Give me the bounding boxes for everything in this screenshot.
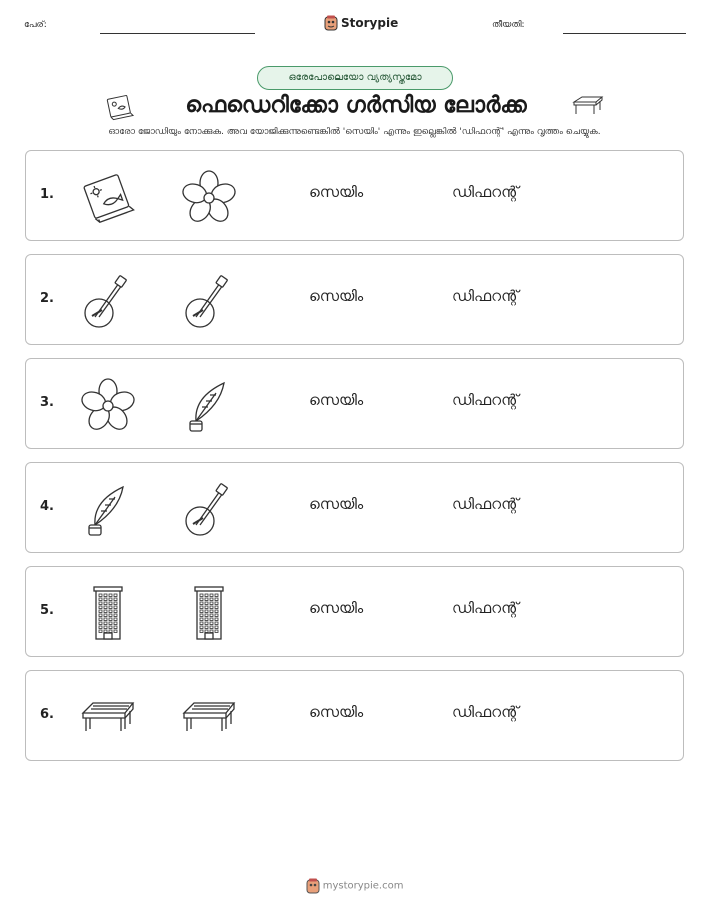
footer: [0, 878, 709, 894]
question-number: 2.: [40, 291, 54, 306]
question-row: [25, 566, 684, 657]
name-label: പേര്:: [24, 20, 47, 30]
different-option[interactable]: ഡിഫറന്റ്: [452, 703, 519, 721]
page-title: ഫെഡെറിക്കോ ഗർസിയ ലോർക്ക: [185, 93, 527, 118]
guitar-icon: [180, 273, 238, 331]
date-label: തീയതി:: [492, 20, 525, 30]
question-number: 4.: [40, 499, 54, 514]
brand-logo: [324, 15, 398, 31]
same-option[interactable]: സെയിം: [309, 183, 364, 201]
guitar-icon: [79, 273, 137, 331]
table-icon: [79, 689, 137, 747]
same-option[interactable]: സെയിം: [309, 391, 364, 409]
different-option[interactable]: ഡിഫറന്റ്: [452, 599, 519, 617]
footer-url[interactable]: mystorypie.com: [322, 880, 404, 892]
question-row: [25, 462, 684, 553]
flower-icon: [180, 169, 238, 227]
brand-name: Storypie: [341, 16, 399, 30]
table-icon: [180, 689, 238, 747]
worksheet-header: [0, 14, 709, 38]
building-icon: [79, 585, 137, 643]
flower-icon: [79, 377, 137, 435]
same-option[interactable]: സെയിം: [309, 287, 364, 305]
different-option[interactable]: ഡിഫറന്റ്: [452, 495, 519, 513]
question-number: 6.: [40, 707, 54, 722]
same-option[interactable]: സെയിം: [309, 495, 364, 513]
name-field[interactable]: [100, 33, 255, 34]
different-option[interactable]: ഡിഫറന്റ്: [452, 391, 519, 409]
storypie-mascot-icon: [306, 878, 320, 894]
question-row: [25, 254, 684, 345]
question-row: [25, 358, 684, 449]
storypie-mascot-icon: [324, 15, 338, 31]
quill-icon: [79, 481, 137, 539]
worksheet-type-badge: ഒരേപോലെയോ വ്യത്യസ്തമോ: [257, 66, 453, 90]
question-row: [25, 150, 684, 241]
same-option[interactable]: സെയിം: [309, 599, 364, 617]
same-option[interactable]: സെയിം: [309, 703, 364, 721]
question-number: 1.: [40, 187, 54, 202]
building-icon: [180, 585, 238, 643]
guitar-icon: [180, 481, 238, 539]
instructions: ഓരോ ജോഡിയും നോക്കുക. അവ യോജിക്കുന്നുണ്ടെങ്കിൽ 'സെയിം' എന്നും ഇല്ലെങ്കിൽ 'ഡിഫറന്റ്' എന്നും വൃത്തം ചെയ്യുക.: [108, 127, 601, 137]
table-icon: [570, 94, 606, 118]
question-number: 5.: [40, 603, 54, 618]
book-icon: [79, 169, 137, 227]
different-option[interactable]: ഡിഫറന്റ്: [452, 183, 519, 201]
question-row: [25, 670, 684, 761]
question-number: 3.: [40, 395, 54, 410]
different-option[interactable]: ഡിഫറന്റ്: [452, 287, 519, 305]
quill-icon: [180, 377, 238, 435]
book-icon: [104, 93, 136, 121]
date-field[interactable]: [563, 33, 686, 34]
